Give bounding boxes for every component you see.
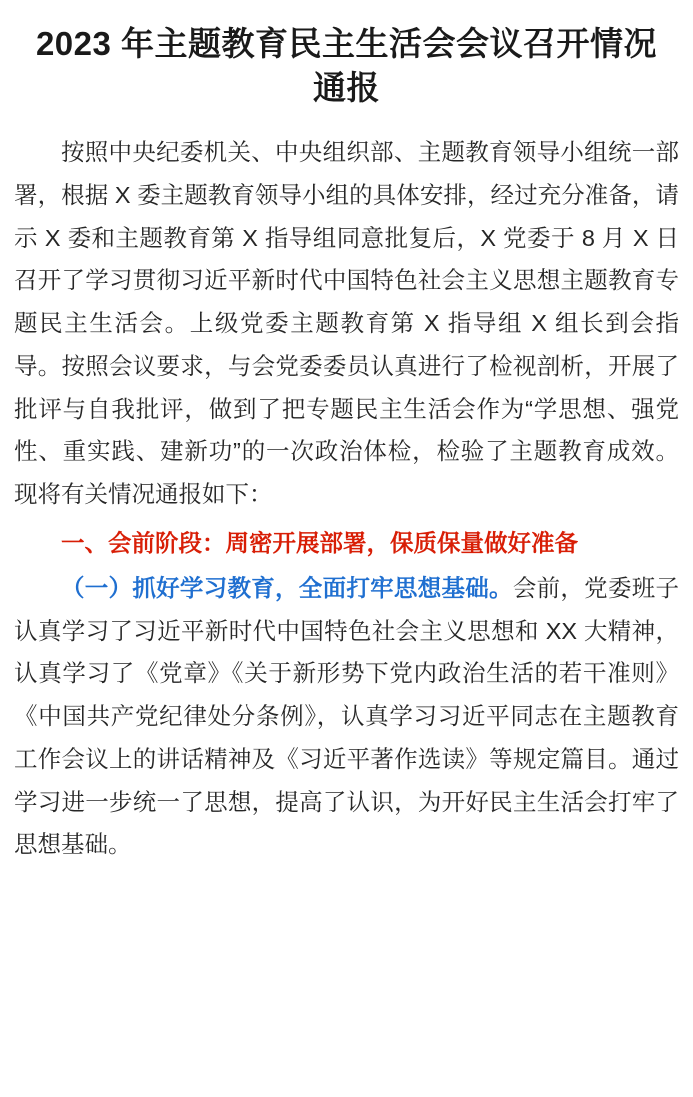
subsection-paragraph	[14, 567, 679, 866]
section-heading-1: 一、会前阶段：周密开展部署，保质保量做好准备	[61, 529, 578, 556]
opening-paragraph: 按照中央纪委机关、中央组织部、主题教育领导小组统一部署，根据 X 委主题教育领导小组的具体安排，经过充分准备，请示 X 委和主题教育第 X 指导组同意批复后，X 党委于 8 月 X 日召开了学习贯彻习近平新时代中国特色社会主义思想主题教育专题民主生活会。上级党委主题教育第 X 指导组 X 组长到会指导。按照会议要求，与会党委委员认真进行了检视剖析，开展了批评与自我批评，做到了把专题民主生活会作为“学思想、强党性、重实践、建新功”的一次政治体检，检验了主题教育成效。现将有关情况通报如下：	[14, 139, 679, 508]
subsection-heading: （一）抓好学习教育，全面打牢思想基础。	[61, 574, 513, 601]
subsection-body: 会前，党委班子认真学习了习近平新时代中国特色社会主义思想和 XX 大精神，认真学习了《党章》《关于新形势下党内政治生活的若干准则》《中国共产党纪律处分条例》，认真学习习近平同志在主题教育工作会议上的讲话精神及《习近平著作选读》等规定篇目。通过学习进一步统一了思想，提高了认识，为开好民主生活会打牢了思想基础。	[14, 574, 680, 858]
page-title: 2023 年主题教育民主生活会会议召开情况通报	[35, 25, 658, 106]
